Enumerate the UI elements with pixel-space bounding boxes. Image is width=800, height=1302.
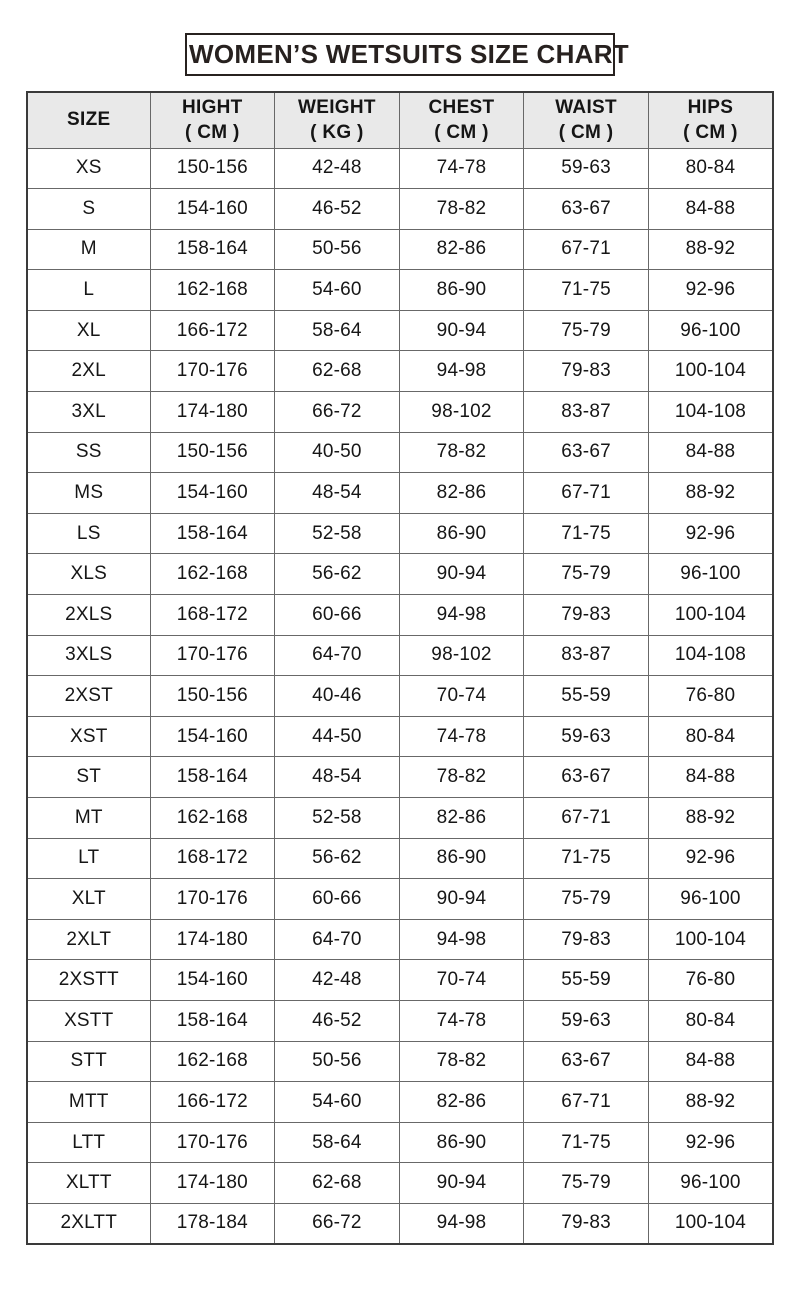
value-cell: 83-87 <box>524 392 649 433</box>
value-cell: 94-98 <box>399 595 524 636</box>
value-cell: 75-79 <box>524 554 649 595</box>
value-cell: 82-86 <box>399 473 524 514</box>
value-cell: 158-164 <box>150 757 275 798</box>
value-cell: 60-66 <box>275 879 400 920</box>
table-row <box>27 148 773 189</box>
value-cell: 82-86 <box>399 1082 524 1123</box>
value-cell: 170-176 <box>150 351 275 392</box>
table-row <box>27 676 773 717</box>
value-cell: 98-102 <box>399 635 524 676</box>
value-cell: 96-100 <box>648 879 773 920</box>
size-cell: 2XLT <box>27 919 150 960</box>
value-cell: 174-180 <box>150 392 275 433</box>
value-cell: 92-96 <box>648 1122 773 1163</box>
value-cell: 63-67 <box>524 189 649 230</box>
table-row <box>27 879 773 920</box>
value-cell: 48-54 <box>275 757 400 798</box>
value-cell: 174-180 <box>150 1163 275 1204</box>
size-cell: 2XLS <box>27 595 150 636</box>
size-cell: LS <box>27 513 150 554</box>
size-cell: XLTT <box>27 1163 150 1204</box>
column-header: HIPS ( CM ) <box>648 92 773 148</box>
value-cell: 170-176 <box>150 635 275 676</box>
table-body <box>27 148 773 1244</box>
value-cell: 67-71 <box>524 1082 649 1123</box>
value-cell: 162-168 <box>150 798 275 839</box>
table-row <box>27 1041 773 1082</box>
value-cell: 74-78 <box>399 716 524 757</box>
value-cell: 44-50 <box>275 716 400 757</box>
table-row <box>27 392 773 433</box>
table-row <box>27 270 773 311</box>
value-cell: 82-86 <box>399 798 524 839</box>
value-cell: 76-80 <box>648 960 773 1001</box>
size-cell: STT <box>27 1041 150 1082</box>
column-header: WAIST ( CM ) <box>524 92 649 148</box>
table-row <box>27 1122 773 1163</box>
value-cell: 76-80 <box>648 676 773 717</box>
value-cell: 150-156 <box>150 432 275 473</box>
table-row <box>27 757 773 798</box>
value-cell: 90-94 <box>399 1163 524 1204</box>
value-cell: 162-168 <box>150 554 275 595</box>
value-cell: 100-104 <box>648 919 773 960</box>
value-cell: 62-68 <box>275 351 400 392</box>
value-cell: 84-88 <box>648 757 773 798</box>
value-cell: 162-168 <box>150 270 275 311</box>
size-cell: XL <box>27 310 150 351</box>
header-row <box>27 92 773 148</box>
value-cell: 168-172 <box>150 838 275 879</box>
page-title: WOMEN’S WETSUITS SIZE CHART <box>189 39 629 69</box>
value-cell: 40-50 <box>275 432 400 473</box>
value-cell: 100-104 <box>648 1203 773 1244</box>
value-cell: 67-71 <box>524 229 649 270</box>
value-cell: 80-84 <box>648 1000 773 1041</box>
size-cell: S <box>27 189 150 230</box>
table-row <box>27 229 773 270</box>
value-cell: 98-102 <box>399 392 524 433</box>
value-cell: 83-87 <box>524 635 649 676</box>
value-cell: 50-56 <box>275 1041 400 1082</box>
value-cell: 54-60 <box>275 1082 400 1123</box>
value-cell: 71-75 <box>524 838 649 879</box>
value-cell: 84-88 <box>648 432 773 473</box>
table-row <box>27 1163 773 1204</box>
value-cell: 86-90 <box>399 838 524 879</box>
value-cell: 63-67 <box>524 1041 649 1082</box>
value-cell: 67-71 <box>524 473 649 514</box>
value-cell: 79-83 <box>524 919 649 960</box>
value-cell: 71-75 <box>524 270 649 311</box>
value-cell: 78-82 <box>399 432 524 473</box>
size-cell: MTT <box>27 1082 150 1123</box>
value-cell: 67-71 <box>524 798 649 839</box>
value-cell: 92-96 <box>648 838 773 879</box>
value-cell: 100-104 <box>648 351 773 392</box>
table-row <box>27 635 773 676</box>
value-cell: 75-79 <box>524 1163 649 1204</box>
value-cell: 88-92 <box>648 798 773 839</box>
value-cell: 94-98 <box>399 1203 524 1244</box>
value-cell: 74-78 <box>399 1000 524 1041</box>
value-cell: 59-63 <box>524 148 649 189</box>
value-cell: 59-63 <box>524 716 649 757</box>
value-cell: 166-172 <box>150 310 275 351</box>
value-cell: 56-62 <box>275 838 400 879</box>
value-cell: 64-70 <box>275 635 400 676</box>
value-cell: 166-172 <box>150 1082 275 1123</box>
value-cell: 79-83 <box>524 595 649 636</box>
table-row <box>27 919 773 960</box>
value-cell: 70-74 <box>399 676 524 717</box>
value-cell: 75-79 <box>524 310 649 351</box>
value-cell: 96-100 <box>648 1163 773 1204</box>
value-cell: 46-52 <box>275 1000 400 1041</box>
value-cell: 42-48 <box>275 148 400 189</box>
column-header: WEIGHT ( KG ) <box>275 92 400 148</box>
size-cell: XSTT <box>27 1000 150 1041</box>
size-cell: M <box>27 229 150 270</box>
value-cell: 92-96 <box>648 513 773 554</box>
value-cell: 58-64 <box>275 310 400 351</box>
value-cell: 54-60 <box>275 270 400 311</box>
value-cell: 78-82 <box>399 757 524 798</box>
value-cell: 150-156 <box>150 676 275 717</box>
value-cell: 78-82 <box>399 1041 524 1082</box>
column-header: SIZE <box>27 92 150 148</box>
value-cell: 64-70 <box>275 919 400 960</box>
value-cell: 75-79 <box>524 879 649 920</box>
table-row <box>27 513 773 554</box>
value-cell: 84-88 <box>648 189 773 230</box>
value-cell: 60-66 <box>275 595 400 636</box>
value-cell: 100-104 <box>648 595 773 636</box>
size-cell: MT <box>27 798 150 839</box>
value-cell: 78-82 <box>399 189 524 230</box>
table-row <box>27 432 773 473</box>
size-cell: MS <box>27 473 150 514</box>
value-cell: 88-92 <box>648 473 773 514</box>
size-cell: L <box>27 270 150 311</box>
value-cell: 55-59 <box>524 676 649 717</box>
value-cell: 94-98 <box>399 351 524 392</box>
table-row <box>27 798 773 839</box>
value-cell: 79-83 <box>524 351 649 392</box>
table-row <box>27 838 773 879</box>
table-row <box>27 1082 773 1123</box>
size-cell: 2XSTT <box>27 960 150 1001</box>
value-cell: 178-184 <box>150 1203 275 1244</box>
value-cell: 154-160 <box>150 716 275 757</box>
table-row <box>27 310 773 351</box>
value-cell: 96-100 <box>648 554 773 595</box>
value-cell: 90-94 <box>399 879 524 920</box>
value-cell: 62-68 <box>275 1163 400 1204</box>
table-row <box>27 1203 773 1244</box>
size-cell: XLS <box>27 554 150 595</box>
size-cell: XS <box>27 148 150 189</box>
value-cell: 48-54 <box>275 473 400 514</box>
chart-title-box <box>185 33 629 76</box>
value-cell: 170-176 <box>150 1122 275 1163</box>
value-cell: 66-72 <box>275 1203 400 1244</box>
table-header <box>27 92 773 148</box>
value-cell: 46-52 <box>275 189 400 230</box>
size-cell: SS <box>27 432 150 473</box>
value-cell: 90-94 <box>399 554 524 595</box>
value-cell: 52-58 <box>275 798 400 839</box>
size-cell: 2XST <box>27 676 150 717</box>
value-cell: 154-160 <box>150 473 275 514</box>
table-row <box>27 716 773 757</box>
value-cell: 50-56 <box>275 229 400 270</box>
value-cell: 90-94 <box>399 310 524 351</box>
value-cell: 70-74 <box>399 960 524 1001</box>
value-cell: 86-90 <box>399 513 524 554</box>
table-row <box>27 189 773 230</box>
size-cell: 3XLS <box>27 635 150 676</box>
value-cell: 174-180 <box>150 919 275 960</box>
value-cell: 92-96 <box>648 270 773 311</box>
value-cell: 40-46 <box>275 676 400 717</box>
size-cell: LTT <box>27 1122 150 1163</box>
value-cell: 86-90 <box>399 270 524 311</box>
column-header: HIGHT ( CM ) <box>150 92 275 148</box>
value-cell: 58-64 <box>275 1122 400 1163</box>
value-cell: 52-58 <box>275 513 400 554</box>
value-cell: 170-176 <box>150 879 275 920</box>
table-row <box>27 351 773 392</box>
column-header: CHEST ( CM ) <box>399 92 524 148</box>
size-cell: 2XLTT <box>27 1203 150 1244</box>
size-cell: XST <box>27 716 150 757</box>
value-cell: 84-88 <box>648 1041 773 1082</box>
table-row <box>27 960 773 1001</box>
value-cell: 158-164 <box>150 513 275 554</box>
value-cell: 82-86 <box>399 229 524 270</box>
value-cell: 71-75 <box>524 513 649 554</box>
value-cell: 150-156 <box>150 148 275 189</box>
value-cell: 80-84 <box>648 716 773 757</box>
value-cell: 154-160 <box>150 960 275 1001</box>
value-cell: 56-62 <box>275 554 400 595</box>
value-cell: 162-168 <box>150 1041 275 1082</box>
value-cell: 86-90 <box>399 1122 524 1163</box>
value-cell: 63-67 <box>524 432 649 473</box>
table-row <box>27 554 773 595</box>
table-row <box>27 473 773 514</box>
value-cell: 88-92 <box>648 1082 773 1123</box>
value-cell: 42-48 <box>275 960 400 1001</box>
value-cell: 158-164 <box>150 1000 275 1041</box>
table-row <box>27 595 773 636</box>
size-cell: ST <box>27 757 150 798</box>
value-cell: 168-172 <box>150 595 275 636</box>
value-cell: 94-98 <box>399 919 524 960</box>
value-cell: 80-84 <box>648 148 773 189</box>
size-cell: LT <box>27 838 150 879</box>
size-cell: 3XL <box>27 392 150 433</box>
value-cell: 88-92 <box>648 229 773 270</box>
value-cell: 96-100 <box>648 310 773 351</box>
value-cell: 71-75 <box>524 1122 649 1163</box>
value-cell: 154-160 <box>150 189 275 230</box>
value-cell: 104-108 <box>648 392 773 433</box>
value-cell: 59-63 <box>524 1000 649 1041</box>
value-cell: 55-59 <box>524 960 649 1001</box>
value-cell: 66-72 <box>275 392 400 433</box>
size-cell: XLT <box>27 879 150 920</box>
size-chart-table <box>26 91 774 1245</box>
value-cell: 158-164 <box>150 229 275 270</box>
value-cell: 104-108 <box>648 635 773 676</box>
value-cell: 79-83 <box>524 1203 649 1244</box>
size-cell: 2XL <box>27 351 150 392</box>
table-row <box>27 1000 773 1041</box>
value-cell: 74-78 <box>399 148 524 189</box>
value-cell: 63-67 <box>524 757 649 798</box>
